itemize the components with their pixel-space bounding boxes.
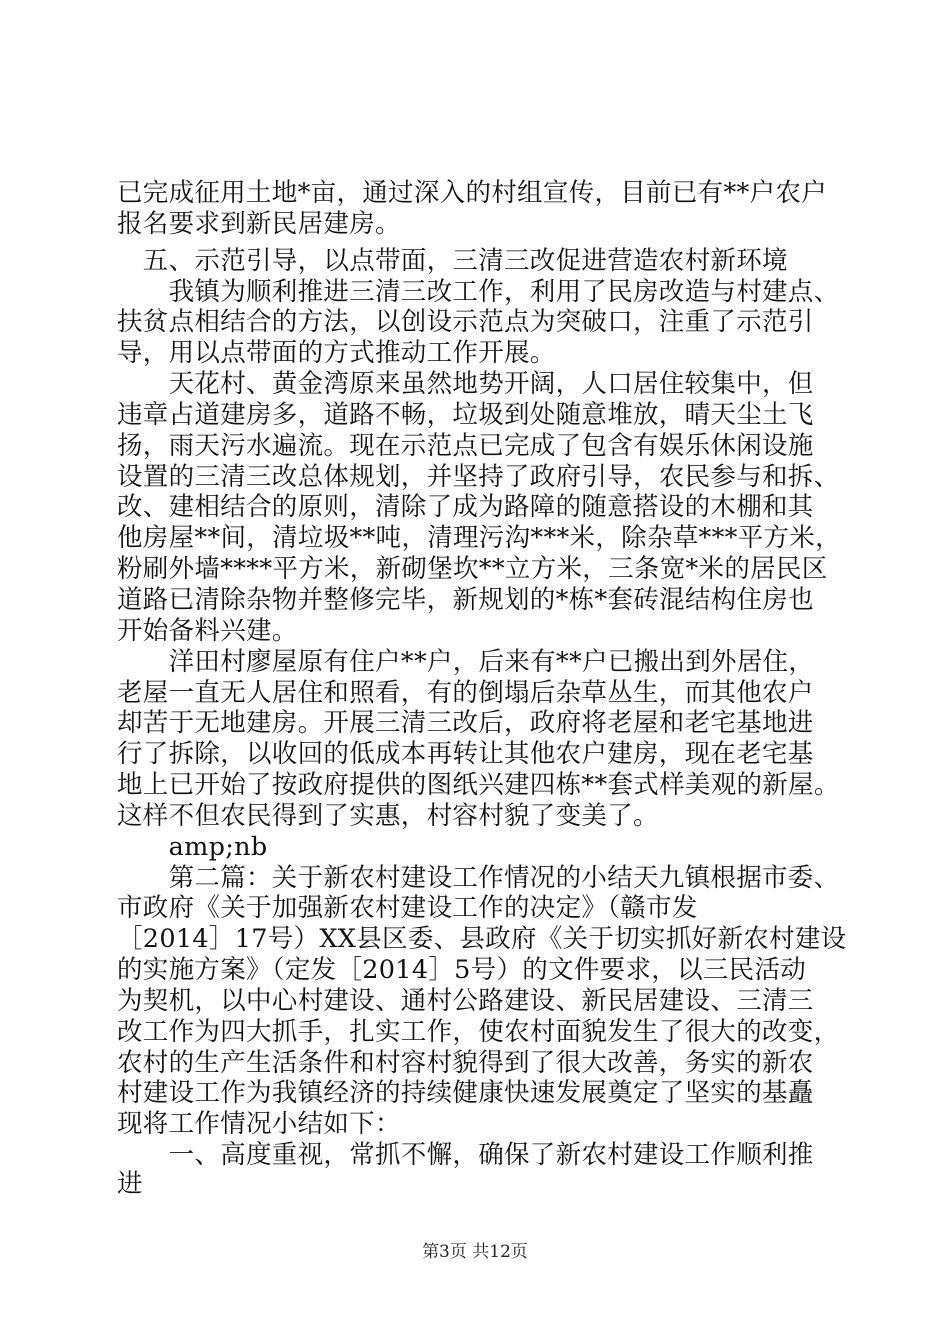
body-text-line: ［2014］17号）XX县区委、县政府《关于切实抓好新农村建设 (117, 924, 847, 954)
body-text-line: 他房屋**间，清垃圾**吨，清理污沟***米，除杂草***平方米， (117, 523, 841, 553)
body-text-line: 粉刷外墙****平方米，新砌堡坎**立方米，三条宽*米的居民区 (117, 554, 828, 584)
page-number-footer: 第3页 共12页 (422, 1242, 528, 1262)
body-text-line: 导，用以点带面的方式推动工作开展。 (117, 338, 556, 368)
body-text-line: 这样不但农民得到了实惠，村容村貌了变美了。 (117, 801, 659, 831)
body-text-line: 行了拆除，以收回的低成本再转让其他农户建房，现在老宅基 (117, 739, 814, 769)
section-heading: 五、示范引导，以点带面，三清三改促进营造农村新环境 (117, 246, 788, 276)
body-text-line: amp;nb (117, 832, 268, 862)
body-text-line: 扬，雨天污水遍流。现在示范点已完成了包含有娱乐休闲设施 (117, 431, 814, 461)
body-text-line: 现将工作情况小结如下： (117, 1109, 401, 1139)
body-text-line: 设置的三清三改总体规划，并坚持了政府引导，农民参与和拆、 (117, 462, 840, 492)
body-text-line: 开始备料兴建。 (117, 616, 298, 646)
body-text-line: 扶贫点相结合的方法，以创设示范点为突破口，注重了示范引 (117, 307, 814, 337)
body-text-line: 已完成征用土地*亩，通过深入的村组宣传，目前已有**户农户 (117, 178, 827, 208)
body-text-line: 市政府《关于加强新农村建设工作的决定》（赣市发 (117, 893, 698, 923)
body-text-line: 改工作为四大抓手，扎实工作，使农村面貌发生了很大的改变， (117, 1017, 840, 1047)
body-text-line: 为契机，以中心村建设、通村公路建设、新民居建设、三清三 (117, 986, 814, 1016)
body-text-line: 的实施方案》（定发［2014］5号）的文件要求，以三民活动 (117, 955, 807, 985)
body-text-line: 洋田村廖屋原有住户**户，后来有**户已搬出到外居住， (117, 647, 815, 677)
body-text-line: 进 (117, 1169, 143, 1199)
body-text-line: 地上已开始了按政府提供的图纸兴建四栋**套式样美观的新屋。 (117, 770, 840, 800)
body-text-line: 道路已清除杂物并整修完毕，新规划的*栋*套砖混结构住房也 (117, 585, 814, 615)
body-text-line: 改、建相结合的原则，清除了成为路障的随意搭设的木棚和其 (117, 492, 814, 522)
body-text-line: 老屋一直无人居住和照看，有的倒塌后杂草丛生，而其他农户 (117, 678, 814, 708)
body-text-line: 一、高度重视，常抓不懈，确保了新农村建设工作顺利推 (117, 1140, 814, 1170)
body-text-line: 却苦于无地建房。开展三清三改后，政府将老屋和老宅基地进 (117, 708, 814, 738)
body-text-line: 农村的生产生活条件和村容村貌得到了很大改善，务实的新农 (117, 1048, 814, 1078)
body-text-line: 村建设工作为我镇经济的持续健康快速发展奠定了坚实的基矗 (117, 1078, 814, 1108)
body-text-line: 报名要求到新民居建房。 (117, 209, 401, 239)
body-text-line: 我镇为顺利推进三清三改工作，利用了民房改造与村建点、 (117, 277, 840, 307)
body-text-line: 违章占道建房多，道路不畅，垃圾到处随意堆放，晴天尘土飞 (117, 400, 814, 430)
body-text-line: 天花村、黄金湾原来虽然地势开阔，人口居住较集中，但 (117, 369, 814, 399)
body-text-line: 第二篇：关于新农村建设工作情况的小结天九镇根据市委、 (117, 863, 840, 893)
